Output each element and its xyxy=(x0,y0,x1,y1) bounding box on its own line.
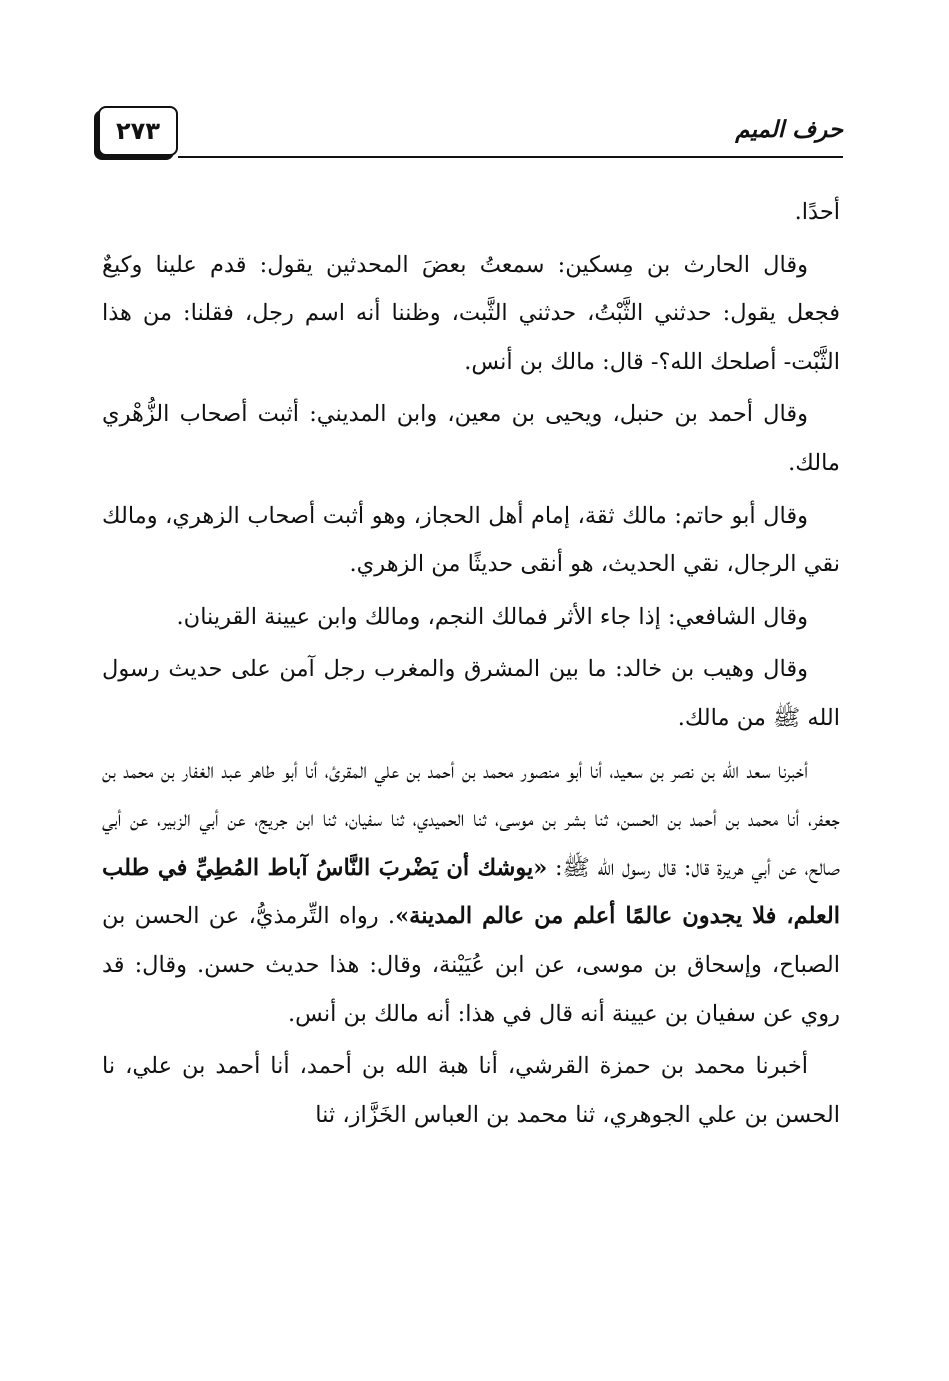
header-rule xyxy=(178,156,843,158)
paragraph: أحدًا. xyxy=(794,199,840,225)
paragraph-hadith xyxy=(102,747,840,1039)
paragraph: وقال أبو حاتم: مالك ثقة، إمام أهل الحجاز، وهو أثبت أصحاب الزهري، ومالك نقي الرجال، نقي الحديث، هو أنقى حديثًا من الزهري. xyxy=(102,502,840,578)
paragraph: وقال الحارث بن مِسكين: سمعتُ بعضَ المحدثين يقول: قدم علينا وكيعٌ فجعل يقول: حدثني الثَّبْتُ، حدثني الثَّبت، وظننا أنه اسم رجل، فقلنا: من هذا الثَّبْت- أصلحك الله؟- قال: مالك بن أنس. xyxy=(102,251,840,375)
page-number: ٢٧٣ xyxy=(98,106,178,156)
hadith-text: «يوشك أن يَضْربَ النَّاسُ آباط المُطِيِّ في طلب العلم، فلا يجدون عالمًا أعلم من عالم المدينة» xyxy=(102,854,840,930)
paragraph: وقال الشافعي: إذا جاء الأثر فمالك النجم، ومالك وابن عيينة القرينان. xyxy=(176,603,808,630)
body-text xyxy=(102,188,840,1143)
paragraph: وقال أحمد بن حنبل، ويحيى بن معين، وابن المديني: أثبت أصحاب الزُّهْري مالك. xyxy=(102,401,840,476)
takhrij-text: . رواه التِّرمذيُّ، عن الحسن بن الصباح، وإسحاق بن موسى، عن ابن عُيَيْنة، وقال: هذا حديث حسن. وقال: قد روي عن سفيان بن عيينة أنه قال في هذا: أنه مالك بن أنس. xyxy=(102,903,840,1027)
paragraph: وقال وهيب بن خالد: ما بين المشرق والمغرب رجل آمن على حديث رسول الله ﷺ من مالك. xyxy=(102,656,840,731)
paragraph: أخبرنا محمد بن حمزة القرشي، أنا هبة الله بن أحمد، أنا أحمد بن علي، نا الحسن بن علي الجوهري، ثنا محمد بن العباس الخَزَّاز، ثنا xyxy=(102,1053,840,1128)
isnad-text: أخبرنا سعد الله بن نصر بن سعيد، أنا أبو منصور محمد بن أحمد بن علي المقرئ، أنا أبو طاهر عبد الغفار بن محمد بن جعفر، أنا محمد بن أحمد بن الحسن، ثنا بشر بن موسى، ثنا الحميدي، ثنا سفيان، ثنا ابن جريج، عن أبي الزبير، عن أبي صالح، عن أبي هريرة قال: قال رسول الله ﷺ: xyxy=(102,757,840,881)
chapter-title: حرف الميم xyxy=(735,116,843,143)
page-header xyxy=(98,100,843,160)
